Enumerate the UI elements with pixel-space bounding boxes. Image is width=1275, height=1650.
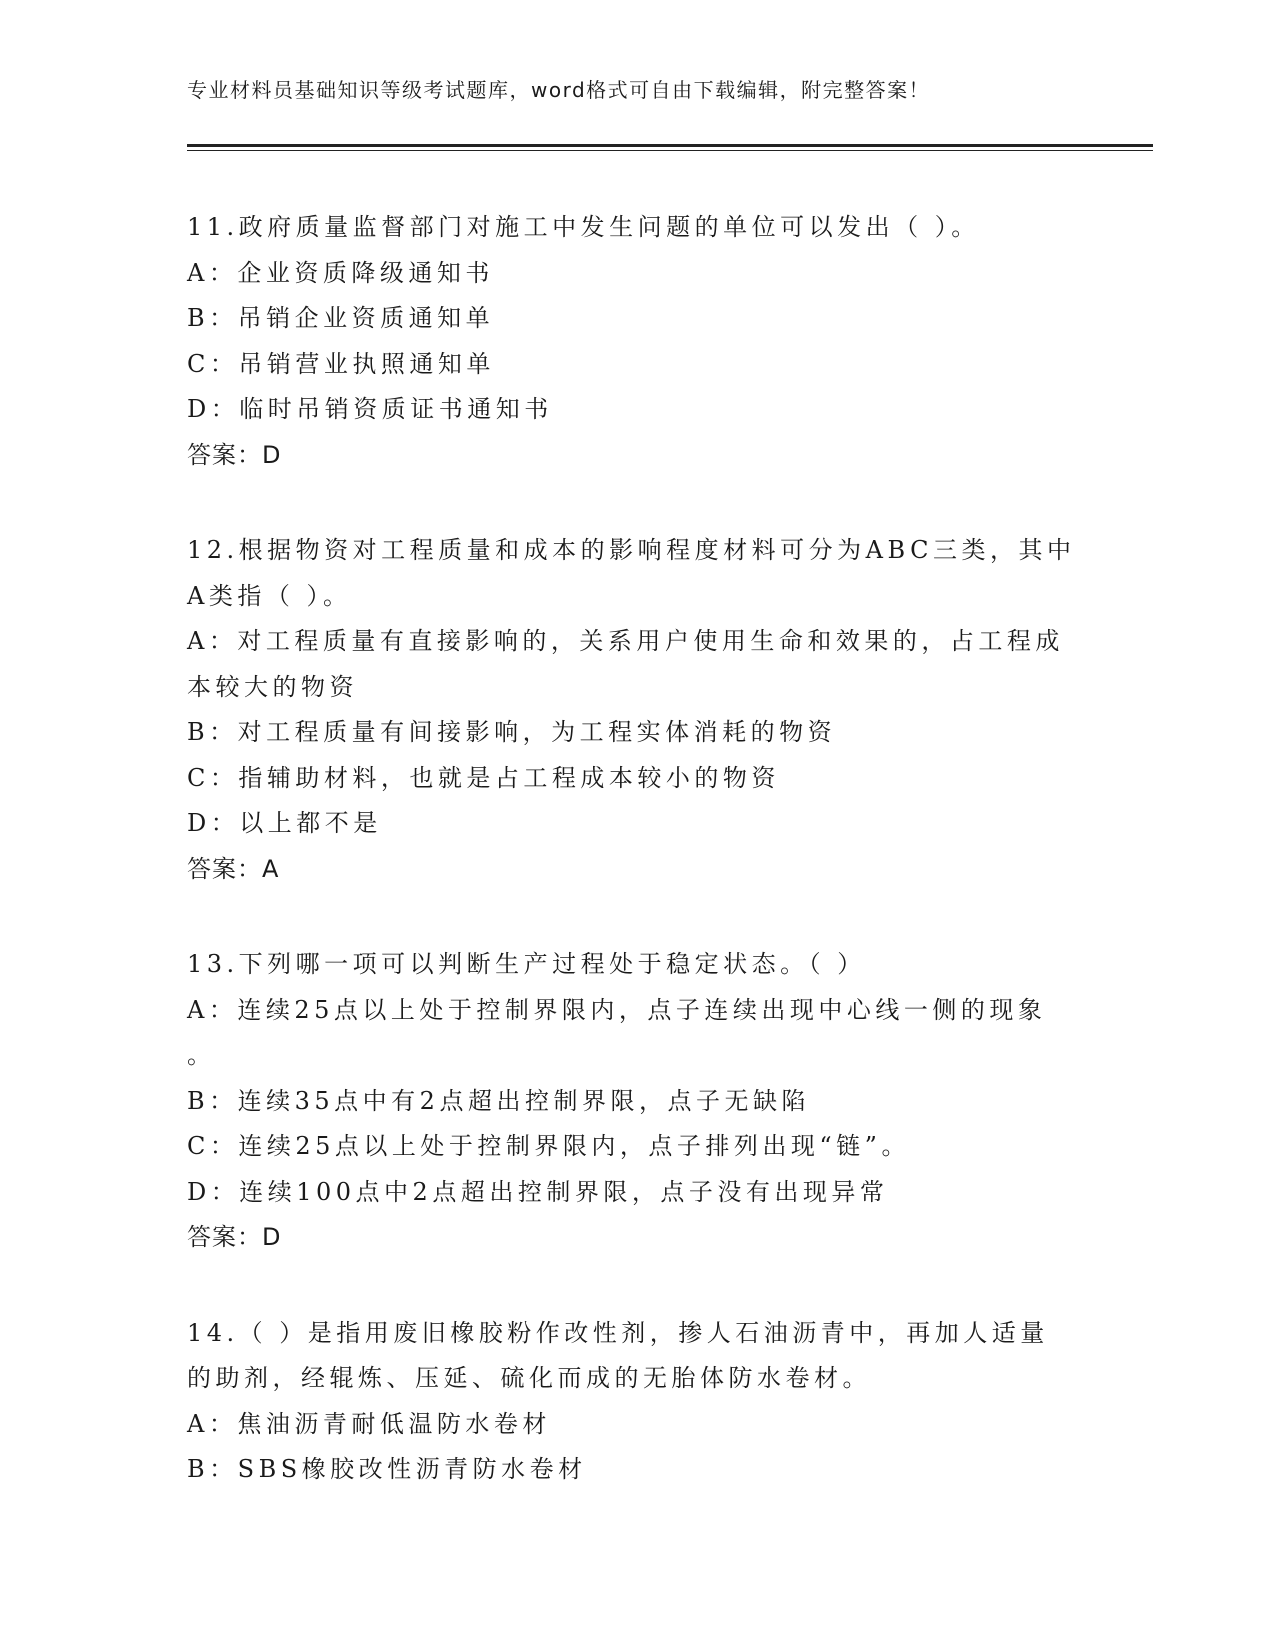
option-b: B：连续35点中有2点超出控制界限，点子无缺陷	[187, 1086, 810, 1115]
option-c: C：吊销营业执照通知单	[187, 349, 495, 378]
option-d: D：连续100点中2点超出控制界限，点子没有出现异常	[187, 1177, 889, 1206]
question-11	[187, 205, 1077, 478]
option-a-continued: 。	[187, 1041, 216, 1069]
question-stem: 12.根据物资对工程质量和成本的影响程度材料可分为ABC三类，其中	[187, 536, 1076, 564]
page-header: 专业材料员基础知识等级考试题库，word格式可自由下载编辑，附完整答案！	[187, 78, 931, 102]
option-a: A：企业资质降级通知书	[187, 258, 494, 287]
answer: 答案：D	[187, 440, 282, 469]
question-stem-continued: A类指（ ）。	[187, 581, 352, 610]
option-d: D：临时吊销资质证书通知书	[187, 395, 553, 423]
header-rule-thin	[187, 150, 1153, 151]
option-a-continued: 本较大的物资	[187, 672, 358, 701]
option-b: B：吊销企业资质通知单	[187, 304, 495, 332]
header-rule	[187, 144, 1153, 147]
option-a: A：连续25点以上处于控制界限内，点子连续出现中心线一侧的现象	[187, 995, 1047, 1024]
option-b: B：对工程质量有间接影响，为工程实体消耗的物资	[187, 718, 837, 746]
question-stem-continued: 的助剂，经辊炼、压延、硫化而成的无胎体防水卷材。	[187, 1364, 871, 1392]
option-c: C：指辅助材料，也就是占工程成本较小的物资	[187, 763, 780, 792]
question-stem: 11.政府质量监督部门对施工中发生问题的单位可以发出（ ）。	[187, 213, 980, 241]
answer: 答案：D	[187, 1223, 282, 1251]
option-c: C：连续25点以上处于控制界限内，点子排列出现“链”。	[187, 1132, 910, 1160]
question-stem: 14.（ ）是指用废旧橡胶粉作改性剂，掺人石油沥青中，再加人适量	[187, 1318, 1049, 1347]
option-a: A：焦油沥青耐低温防水卷材	[187, 1409, 551, 1438]
option-a: A：对工程质量有直接影响的，关系用户使用生命和效果的，占工程成	[187, 627, 1064, 655]
question-list	[187, 205, 1077, 1543]
question-stem: 13.下列哪一项可以判断生产过程处于稳定状态。（ ）	[187, 950, 866, 978]
question-13	[187, 942, 1077, 1261]
question-12	[187, 528, 1077, 892]
answer: 答案：A	[187, 854, 280, 883]
question-14	[187, 1311, 1077, 1493]
option-b: B：SBS橡胶改性沥青防水卷材	[187, 1455, 587, 1483]
option-d: D：以上都不是	[187, 809, 382, 837]
